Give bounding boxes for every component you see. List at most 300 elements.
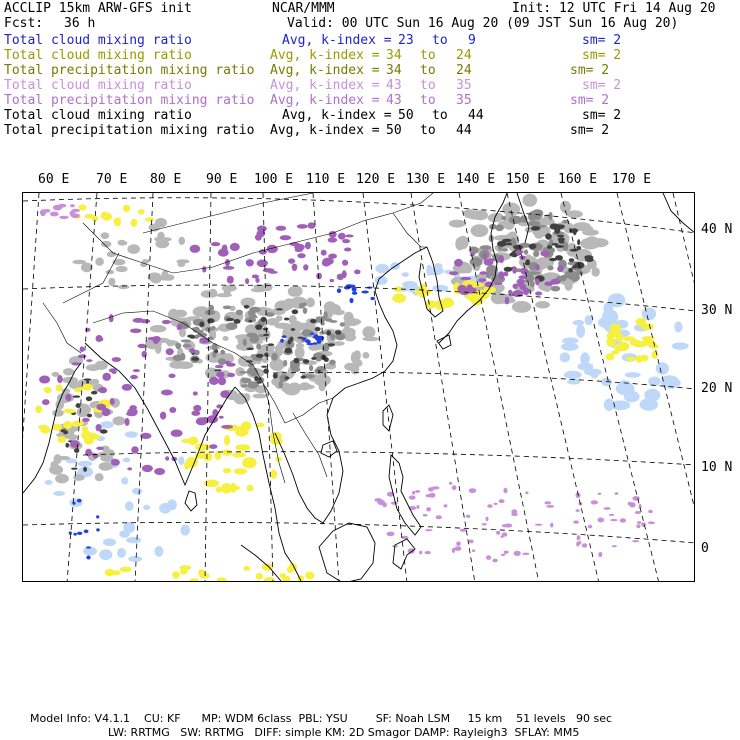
cloud-blob-gray [99, 462, 113, 471]
cloud-blob-purple [255, 278, 259, 283]
cloud-blob-gray [50, 461, 58, 468]
cloud-blob-purple [482, 523, 487, 525]
model-info-line2: LW: RRTMG SW: RRTMG DIFF: simple KM: 2D Smagor DAMP: Rayleigh3 SFLAY: MM5 [108, 726, 580, 739]
cloud-blob-purple [112, 357, 121, 362]
cloud-blob-gray [175, 343, 181, 349]
cloud-blob-purple [322, 258, 333, 265]
cloud-blob-purple [86, 359, 92, 362]
cloud-blob-purple [276, 226, 287, 231]
cloud-blob-yellow [82, 384, 93, 391]
cloud-blob-purple [423, 514, 428, 517]
cloud-blob-gray [253, 394, 268, 399]
cloud-blob-blue [312, 342, 317, 344]
longitude-label: 140 E [456, 172, 496, 187]
cloud-blob-gray [55, 474, 69, 484]
cloud-blob-dark [226, 318, 234, 321]
cloud-blob-gray [283, 360, 287, 367]
longitude-label: 170 E [612, 172, 652, 187]
cloud-blob-light-blue [674, 322, 682, 333]
cloud-blob-dark [291, 328, 295, 331]
cloud-blob-purple [280, 235, 292, 240]
cloud-blob-purple [648, 522, 655, 525]
cloud-blob-dark [63, 430, 68, 434]
longitude-label: 90 E [206, 172, 238, 187]
cloud-blob-yellow [235, 426, 249, 437]
cloud-blob-purple [486, 555, 491, 560]
cloud-blob-purple [452, 485, 457, 490]
legend-to: to [432, 33, 448, 48]
cloud-blob-yellow [195, 443, 210, 451]
cloud-blob-purple [168, 374, 175, 378]
legend-k-end: 9 [468, 33, 476, 48]
legend-field-name: Total precipitation mixing ratio [4, 93, 255, 108]
cloud-blob-dark [576, 246, 581, 250]
cloud-blob-dark [276, 308, 283, 310]
cloud-blob-yellow [63, 421, 72, 429]
cloud-blob-gray [157, 232, 164, 242]
cloud-blob-gray [223, 336, 229, 341]
cloud-blob-purple [504, 524, 512, 528]
cloud-blob-dark [214, 350, 218, 353]
cloud-blob-purple [501, 554, 505, 556]
cloud-blob-purple [122, 384, 132, 391]
cloud-blob-light-blue [618, 380, 631, 387]
legend-k-start: 43 [386, 93, 402, 108]
cloud-blob-dark [294, 358, 300, 364]
cloud-blob-purple [503, 272, 508, 277]
cloud-blob-purple [308, 222, 316, 229]
longitude-label: 120 E [356, 172, 396, 187]
cloud-blob-gray [324, 301, 336, 313]
cloud-blob-purple [635, 511, 641, 514]
cloud-blob-purple [133, 369, 140, 372]
longitude-label: 150 E [506, 172, 546, 187]
cloud-blob-light-blue [642, 307, 656, 320]
legend-smoothing: sm= 2 [582, 33, 622, 48]
cloud-blob-gray [113, 416, 126, 425]
cloud-blob-purple [460, 277, 471, 280]
border-manchuria [393, 213, 427, 247]
cloud-blob-purple [535, 264, 540, 270]
cloud-blob-dark [326, 330, 331, 335]
cloud-blob-gray [249, 335, 259, 343]
cloud-blob-gray [183, 344, 192, 348]
legend-averaging: Avg, k-index = [270, 93, 380, 108]
init-time: Init: 12 UTC Fri 14 Aug 20 [512, 1, 716, 16]
cloud-blob-dark [292, 309, 299, 314]
legend-smoothing: sm= 2 [582, 48, 622, 63]
cloud-blob-dark [513, 245, 523, 250]
cloud-blob-dark [263, 327, 268, 330]
cloud-blob-yellow [626, 357, 637, 361]
cloud-blob-purple [93, 453, 99, 458]
cloud-blob-purple [42, 399, 50, 405]
coastline-hainan [321, 441, 337, 457]
cloud-blob-dark [76, 403, 81, 408]
cloud-blob-purple [425, 529, 433, 531]
cloud-blob-blue [96, 515, 99, 518]
cloud-blob-dark [256, 354, 264, 358]
cloud-blob-gray [108, 278, 115, 286]
cloud-blob-purple [212, 409, 218, 417]
cloud-blob-yellow [246, 485, 253, 492]
cloud-blob-gray [289, 382, 301, 392]
cloud-blob-purple [177, 324, 182, 330]
cloud-blob-yellow [52, 424, 62, 431]
coastline-kamchatka [663, 193, 695, 233]
cloud-blob-gray [116, 266, 128, 272]
cloud-blob-yellow [222, 449, 232, 455]
cloud-blob-yellow [232, 452, 246, 457]
cloud-blob-dark [254, 376, 258, 381]
cloud-blob-yellow [224, 435, 230, 446]
cloud-blob-gray [101, 232, 110, 239]
cloud-blob-gray [362, 326, 375, 338]
cloud-blob-blue [302, 337, 306, 340]
cloud-blob-light-blue [121, 477, 128, 485]
cloud-blob-yellow [392, 294, 406, 303]
legend-smoothing: sm= 2 [570, 93, 610, 108]
longitude-label: 100 E [254, 172, 294, 187]
cloud-blob-purple [598, 493, 602, 495]
cloud-blob-purple [227, 373, 235, 377]
cloud-blob-gray [250, 307, 260, 311]
cloud-blob-gray [480, 245, 492, 250]
cloud-blob-light-blue [99, 549, 112, 560]
cloud-blob-light-blue [402, 281, 417, 288]
cloud-blob-purple [496, 531, 500, 535]
cloud-blob-dark [310, 319, 316, 323]
cloud-blob-gray [155, 218, 167, 228]
legend-k-start: 34 [386, 48, 402, 63]
legend-to: to [432, 108, 448, 123]
cloud-blob-purple [456, 541, 461, 546]
cloud-blob-light-blue [128, 556, 142, 562]
cloud-blob-yellow [635, 318, 646, 326]
cloud-blob-purple [140, 319, 151, 323]
cloud-blob-gray [241, 384, 248, 387]
cloud-blob-dark [268, 343, 275, 346]
cloud-blob-purple [387, 532, 395, 537]
cloud-blob-purple [408, 548, 415, 553]
cloud-blob-light-blue [434, 263, 442, 269]
cloud-blob-purple [154, 468, 165, 475]
cloud-blob-blue [371, 297, 375, 300]
cloud-blob-light-blue [648, 377, 661, 387]
cloud-blob-yellow [242, 457, 257, 468]
cloud-blob-gray [309, 365, 313, 371]
cloud-blob-light-blue [132, 488, 142, 495]
cloud-blob-purple [71, 213, 80, 218]
cloud-blob-dark [317, 370, 320, 372]
valid-time: Valid: 00 UTC Sun 16 Aug 20 (09 JST Sun 16 Aug 20) [287, 16, 679, 31]
cloud-blob-purple [382, 502, 387, 507]
cloud-blob-purple [189, 348, 195, 353]
cloud-blob-purple [494, 282, 503, 285]
cloud-blob-purple [487, 504, 492, 508]
cloud-blob-yellow [203, 452, 212, 461]
legend-k-end: 24 [456, 48, 472, 63]
cloud-blob-gray [275, 323, 292, 329]
cloud-blob-light-blue [100, 421, 114, 428]
cloud-blob-dark [504, 267, 513, 272]
cloud-blob-light-blue [126, 537, 141, 543]
cloud-blob-yellow [113, 218, 121, 224]
cloud-blob-gray [509, 216, 523, 224]
cloud-blob-yellow [230, 483, 236, 493]
cloud-blob-dark [87, 414, 92, 418]
cloud-blob-purple [316, 273, 322, 280]
cloud-blob-yellow [640, 355, 649, 362]
coastline-philippines [389, 455, 421, 535]
cloud-blob-purple [292, 264, 298, 271]
cloud-blob-purple [65, 394, 71, 402]
legend-k-end: 44 [468, 108, 484, 123]
legend-smoothing: sm= 2 [570, 63, 610, 78]
cloud-blob-gray [205, 368, 218, 379]
cloud-blob-gray [256, 344, 261, 350]
cloud-blob-light-blue [561, 343, 579, 351]
cloud-blob-purple [99, 387, 107, 393]
cloud-blob-purple [469, 488, 477, 493]
cloud-blob-yellow [216, 486, 222, 492]
cloud-blob-light-blue [103, 538, 116, 546]
cloud-blob-dark [65, 443, 69, 448]
cloud-blob-purple [550, 523, 553, 528]
cloud-blob-purple [223, 266, 235, 270]
cloud-blob-gray [303, 308, 308, 314]
cloud-blob-dark [86, 396, 92, 401]
cloud-blob-gray [179, 237, 186, 245]
cloud-blob-purple [516, 250, 521, 256]
cloud-blob-yellow [57, 436, 66, 443]
legend-to: to [420, 63, 436, 78]
cloud-blob-purple [412, 491, 415, 495]
cloud-blob-blue [317, 338, 322, 343]
cloud-blob-light-blue [78, 461, 93, 467]
latitude-line [23, 198, 695, 233]
cloud-blob-dark [525, 259, 530, 265]
cloud-blob-purple [598, 518, 605, 523]
cloud-blob-yellow [614, 344, 624, 352]
cloud-blob-gray [329, 360, 336, 366]
cloud-blob-purple [544, 282, 553, 286]
cloud-blob-purple [432, 486, 440, 489]
cloud-blob-gray [582, 229, 599, 235]
cloud-blob-purple [449, 482, 452, 485]
cloud-blob-yellow [184, 461, 190, 470]
cloud-blob-dark [557, 235, 565, 238]
cloud-blob-purple [557, 266, 563, 273]
cloud-blob-gray [173, 355, 184, 361]
cloud-blob-light-blue [117, 548, 126, 558]
cloud-blob-gray [470, 257, 483, 266]
cloud-blob-gray [501, 216, 506, 220]
cloud-blob-yellow [606, 337, 616, 346]
cloud-blob-purple [43, 209, 50, 213]
longitude-label: 70 E [96, 172, 128, 187]
cloud-blob-purple [99, 338, 104, 342]
cloud-blob-dark [74, 448, 79, 453]
cloud-blob-gray [177, 361, 193, 369]
legend-to: to [420, 78, 436, 93]
cloud-blob-purple [425, 551, 431, 554]
cloud-blob-dark [264, 353, 268, 357]
cloud-blob-purple [505, 551, 509, 553]
cloud-blob-yellow [270, 469, 277, 479]
longitude-line [23, 193, 39, 582]
cloud-blob-purple [512, 266, 517, 274]
cloud-blob-gray [592, 267, 600, 277]
cloud-blob-purple [216, 371, 224, 378]
longitude-line [205, 193, 211, 582]
cloud-blob-purple [508, 290, 512, 295]
cloud-blob-light-blue [154, 546, 163, 557]
cloud-blob-purple [80, 346, 85, 352]
cloud-blob-gray [251, 288, 266, 293]
cloud-blob-purple [338, 233, 346, 240]
cloud-blob-yellow [643, 336, 654, 346]
cloud-blob-light-blue [401, 272, 409, 277]
cloud-blob-light-blue [123, 458, 131, 463]
cloud-blob-gray [291, 367, 300, 372]
cloud-blob-dark [303, 359, 309, 364]
coastline-southeast-asia [235, 387, 301, 581]
cloud-blob-gray [512, 301, 531, 313]
cloud-blob-purple [620, 518, 626, 522]
cloud-blob-purple [444, 504, 448, 507]
cloud-blob-purple [142, 351, 147, 358]
cloud-blob-purple [50, 212, 59, 217]
cloud-blob-yellow [188, 436, 198, 445]
legend-smoothing: sm= 2 [582, 78, 622, 93]
cloud-blob-gray [278, 381, 283, 389]
cloud-blob-light-blue [143, 505, 150, 510]
cloud-blob-purple [648, 510, 653, 513]
cloud-blob-purple [96, 424, 102, 431]
latitude-label: 0 [701, 541, 709, 556]
cloud-blob-blue [77, 499, 82, 503]
cloud-blob-gray [464, 266, 472, 273]
cloud-blob-dark [569, 258, 574, 262]
cloud-blob-gray [127, 244, 140, 254]
cloud-blob-purple [190, 245, 201, 253]
cloud-blob-gray [549, 212, 553, 220]
cloud-blob-yellow [234, 468, 247, 474]
cloud-blob-dark [192, 357, 200, 361]
cloud-blob-purple [196, 420, 201, 424]
cloud-blob-yellow [131, 219, 138, 227]
legend-averaging: Avg, k-index = [270, 48, 380, 63]
coastline-indochina [275, 398, 343, 523]
cloud-blob-yellow [110, 570, 121, 575]
cloud-blob-gray [181, 339, 192, 342]
cloud-blob-yellow [63, 409, 76, 414]
cloud-blob-gray [344, 318, 361, 325]
cloud-blob-yellow [243, 566, 250, 571]
cloud-blob-purple [470, 253, 475, 257]
cloud-blob-blue [310, 333, 315, 335]
legend-averaging: Avg, k-index = [270, 123, 380, 138]
cloud-blob-purple [161, 390, 173, 396]
cloud-blob-yellow [138, 209, 145, 214]
cloud-blob-purple [109, 368, 116, 372]
cloud-blob-blue [280, 339, 284, 343]
cloud-blob-gray [296, 343, 304, 349]
cloud-blob-blue [361, 291, 369, 294]
cloud-blob-purple [295, 248, 303, 252]
cloud-blob-gray [52, 409, 64, 416]
cloud-blob-yellow [172, 571, 180, 579]
longitude-line [411, 193, 475, 582]
cloud-fields [35, 194, 689, 582]
cloud-blob-purple [127, 408, 137, 416]
cloud-blob-purple [577, 535, 581, 540]
cloud-blob-purple [78, 354, 87, 358]
cloud-blob-dark [83, 467, 87, 472]
cloud-blob-purple [535, 278, 539, 285]
cloud-blob-gray [95, 258, 104, 266]
cloud-blob-purple [218, 377, 226, 385]
cloud-blob-purple [486, 517, 489, 521]
legend-k-end: 35 [456, 78, 472, 93]
cloud-blob-purple [374, 498, 382, 502]
cloud-blob-purple [345, 234, 353, 237]
cloud-blob-purple [454, 546, 461, 551]
cloud-blob-light-blue [590, 370, 598, 378]
cloud-blob-light-blue [573, 320, 585, 326]
cloud-blob-purple [417, 505, 420, 509]
cloud-blob-purple [330, 279, 334, 282]
cloud-blob-dark [244, 305, 250, 309]
cloud-blob-purple [39, 376, 50, 384]
cloud-blob-dark [207, 318, 214, 323]
cloud-blob-purple [337, 274, 344, 280]
cloud-blob-purple [165, 456, 169, 460]
cloud-blob-light-blue [560, 352, 570, 362]
cloud-blob-yellow [44, 387, 52, 393]
cloud-blob-blue [282, 335, 287, 338]
cloud-blob-gray [249, 314, 257, 318]
cloud-blob-gray [95, 473, 104, 481]
cloud-blob-light-blue [564, 371, 582, 379]
cloud-blob-purple [215, 365, 224, 368]
legend-k-start: 23 [398, 33, 414, 48]
cloud-blob-gray [330, 333, 335, 340]
cloud-blob-purple [160, 412, 166, 420]
cloud-blob-yellow [305, 572, 315, 580]
cloud-blob-yellow [78, 204, 86, 210]
cloud-blob-gray [308, 344, 320, 350]
cloud-blob-purple [82, 418, 90, 422]
cloud-blob-purple [535, 524, 543, 526]
cloud-blob-purple [109, 314, 114, 322]
cloud-blob-light-blue [427, 268, 440, 276]
cloud-blob-gray [236, 310, 243, 316]
cloud-blob-dark [315, 327, 321, 331]
cloud-blob-light-blue [159, 503, 171, 514]
cloud-blob-gray [119, 241, 127, 246]
cloud-blob-gray [158, 276, 171, 281]
cloud-blob-purple [483, 253, 487, 261]
cloud-blob-purple [513, 284, 518, 289]
cloud-blob-light-blue [180, 525, 190, 536]
cloud-blob-purple [72, 209, 80, 212]
cloud-blob-purple [166, 348, 174, 355]
cloud-blob-purple [193, 405, 201, 412]
cloud-blob-purple [227, 276, 234, 284]
map-title: ACCLIP 15km ARW-GFS init [4, 1, 192, 16]
